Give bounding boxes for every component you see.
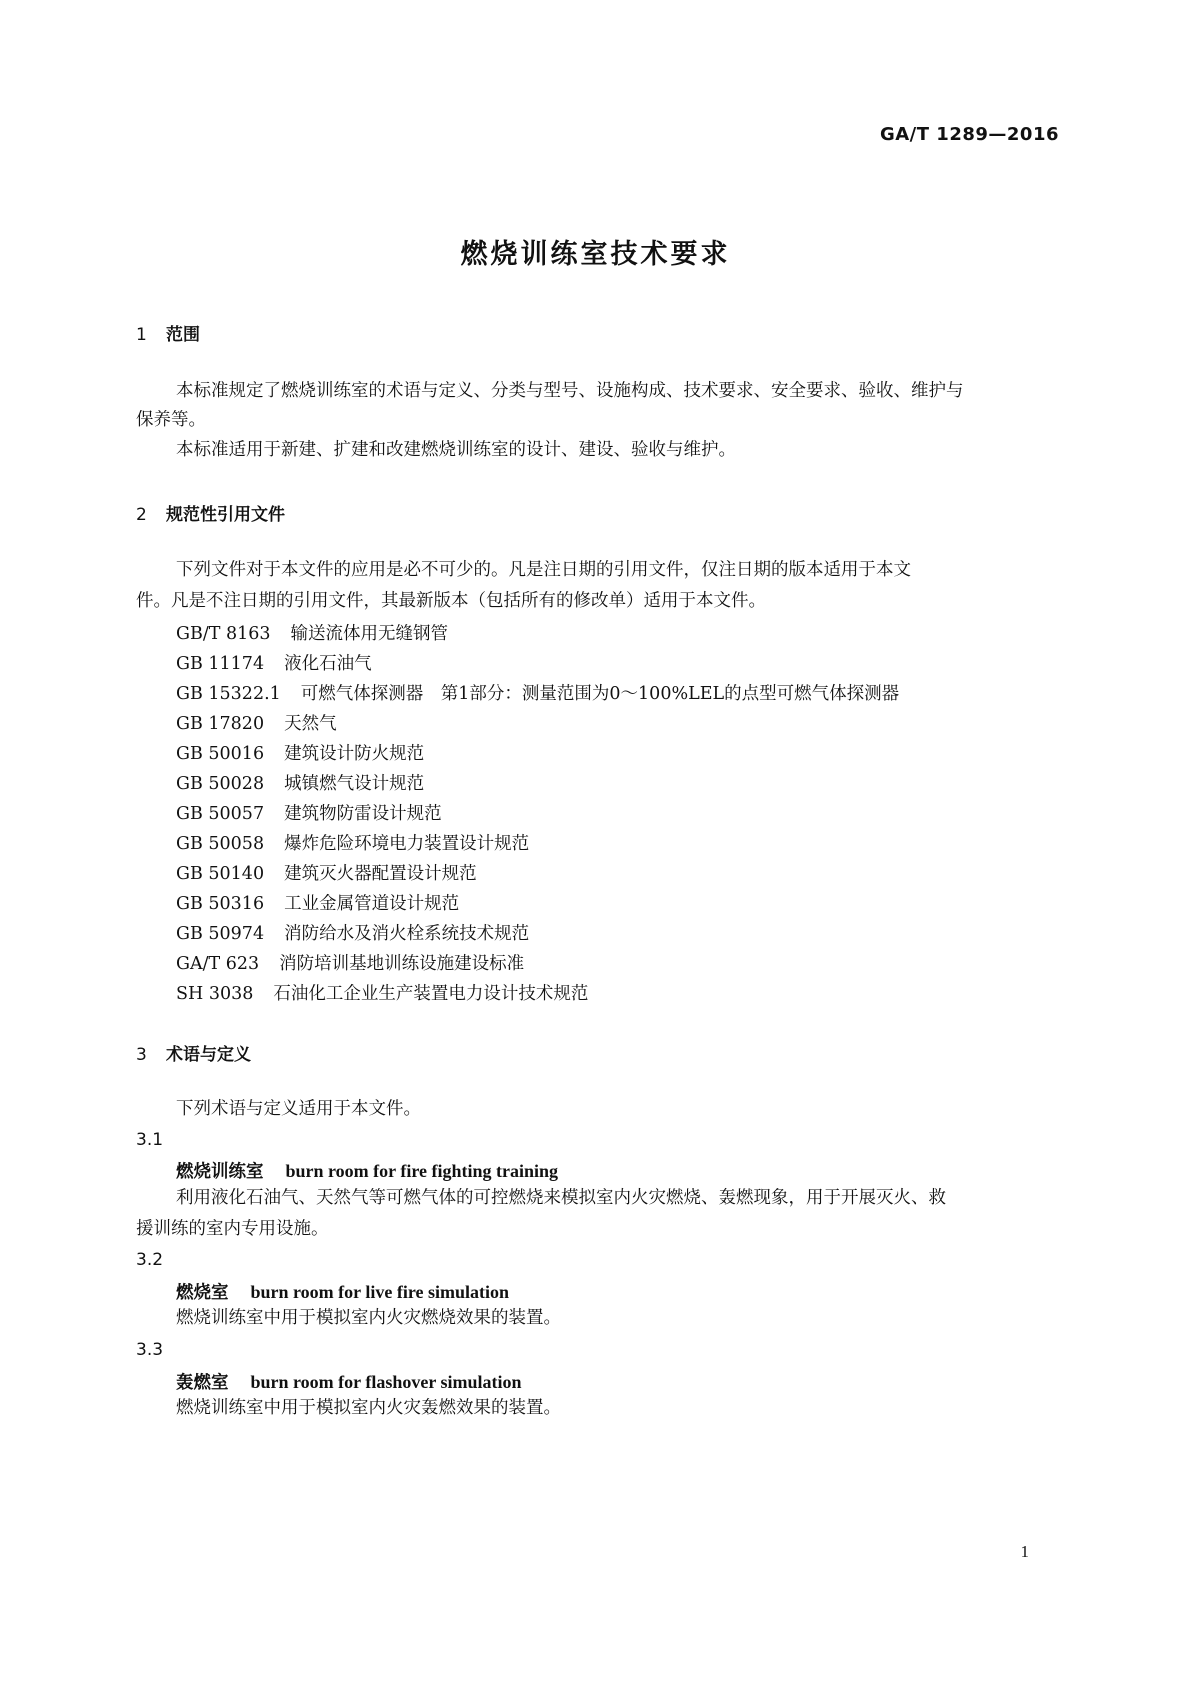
reference-item [176,800,442,825]
term-number: 3.2 [136,1250,164,1270]
page-number: 1 [1020,1542,1029,1561]
term-definition-line-1: 利用液化石油气、天然气等可燃气体的可控燃烧来模拟室内火灾燃烧、轰燃现象，用于开展灭火、救 [176,1188,946,1208]
reference-title: 工业金属管道设计规范 [284,894,460,914]
reference-item [176,680,899,705]
term-definition-line-2: 援训练的室内专用设施。 [136,1219,329,1239]
standard-number: GA/T 1289—2016 [879,124,1059,145]
reference-code: GB 11174 [176,654,265,674]
scope-paragraph-1-line-2: 保养等。 [136,410,206,430]
reference-code: GB 50028 [176,774,265,794]
reference-code: GB 17820 [176,714,265,734]
reference-item [176,770,424,795]
term-heading [176,1279,509,1304]
section-3-heading [136,1040,251,1065]
scope-paragraph-1-line-1: 本标准规定了燃烧训练室的术语与定义、分类与型号、设施构成、技术要求、安全要求、验收、维护与 [176,381,964,401]
term-english: burn room for live fire simulation [250,1282,509,1302]
reference-item [176,620,448,645]
document-title: 燃烧训练室技术要求 [460,239,731,270]
term-heading [176,1369,522,1394]
section-number: 1 [136,325,147,345]
reference-item [176,890,459,915]
section-number: 2 [136,505,147,525]
reference-item [176,650,372,675]
reference-item [176,710,337,735]
term-chinese: 轰燃室 [176,1373,229,1393]
reference-code: GA/T 623 [176,954,260,974]
reference-item [176,740,424,765]
term-number: 3.1 [136,1130,164,1150]
reference-title: 消防培训基地训练设施建设标准 [279,954,525,974]
section-title: 术语与定义 [166,1045,251,1065]
term-definition-line-1: 燃烧训练室中用于模拟室内火灾轰燃效果的装置。 [176,1398,561,1418]
reference-item [176,860,477,885]
term-heading [176,1158,558,1183]
reference-code: GB 50140 [176,864,265,884]
reference-code: GB 50057 [176,804,265,824]
reference-title: 建筑灭火器配置设计规范 [284,864,477,884]
section-title: 规范性引用文件 [166,505,285,525]
term-english: burn room for flashover simulation [250,1372,522,1392]
reference-code: GB 50974 [176,924,265,944]
reference-title: 输送流体用无缝钢管 [290,624,449,644]
reference-title: 石油化工企业生产装置电力设计技术规范 [273,984,589,1004]
references-intro-line-2: 件。凡是不注日期的引用文件，其最新版本（包括所有的修改单）适用于本文件。 [136,591,766,611]
reference-title: 消防给水及消火栓系统技术规范 [284,924,530,944]
reference-item [176,950,524,975]
reference-code: SH 3038 [176,984,254,1004]
term-number: 3.3 [136,1340,164,1360]
scope-paragraph-2: 本标准适用于新建、扩建和改建燃烧训练室的设计、建设、验收与维护。 [176,440,736,460]
section-title: 范围 [166,325,200,345]
term-chinese: 燃烧训练室 [176,1162,264,1182]
reference-title: 天然气 [284,714,337,734]
reference-item [176,920,529,945]
reference-title: 爆炸危险环境电力装置设计规范 [284,834,530,854]
reference-title: 液化石油气 [284,654,372,674]
reference-title: 可燃气体探测器 第1部分：测量范围为0～100%LEL的点型可燃气体探测器 [300,684,900,704]
reference-item [176,830,529,855]
term-english: burn room for fire fighting training [285,1161,559,1181]
references-intro-line-1: 下列文件对于本文件的应用是必不可少的。凡是注日期的引用文件，仅注日期的版本适用于本文 [176,560,911,580]
reference-title: 城镇燃气设计规范 [284,774,425,794]
reference-code: GB 50016 [176,744,265,764]
section-2-heading [136,500,285,525]
reference-code: GB 50316 [176,894,265,914]
reference-title: 建筑物防雷设计规范 [284,804,442,824]
term-definition-line-1: 燃烧训练室中用于模拟室内火灾燃烧效果的装置。 [176,1308,561,1328]
reference-code: GB 15322.1 [176,684,281,704]
reference-code: GB 50058 [176,834,265,854]
section-1-heading [136,320,200,345]
term-chinese: 燃烧室 [176,1283,229,1303]
reference-code: GB/T 8163 [176,624,271,644]
section-number: 3 [136,1045,147,1065]
reference-title: 建筑设计防火规范 [284,744,425,764]
terms-intro: 下列术语与定义适用于本文件。 [176,1099,421,1119]
reference-item [176,980,588,1005]
